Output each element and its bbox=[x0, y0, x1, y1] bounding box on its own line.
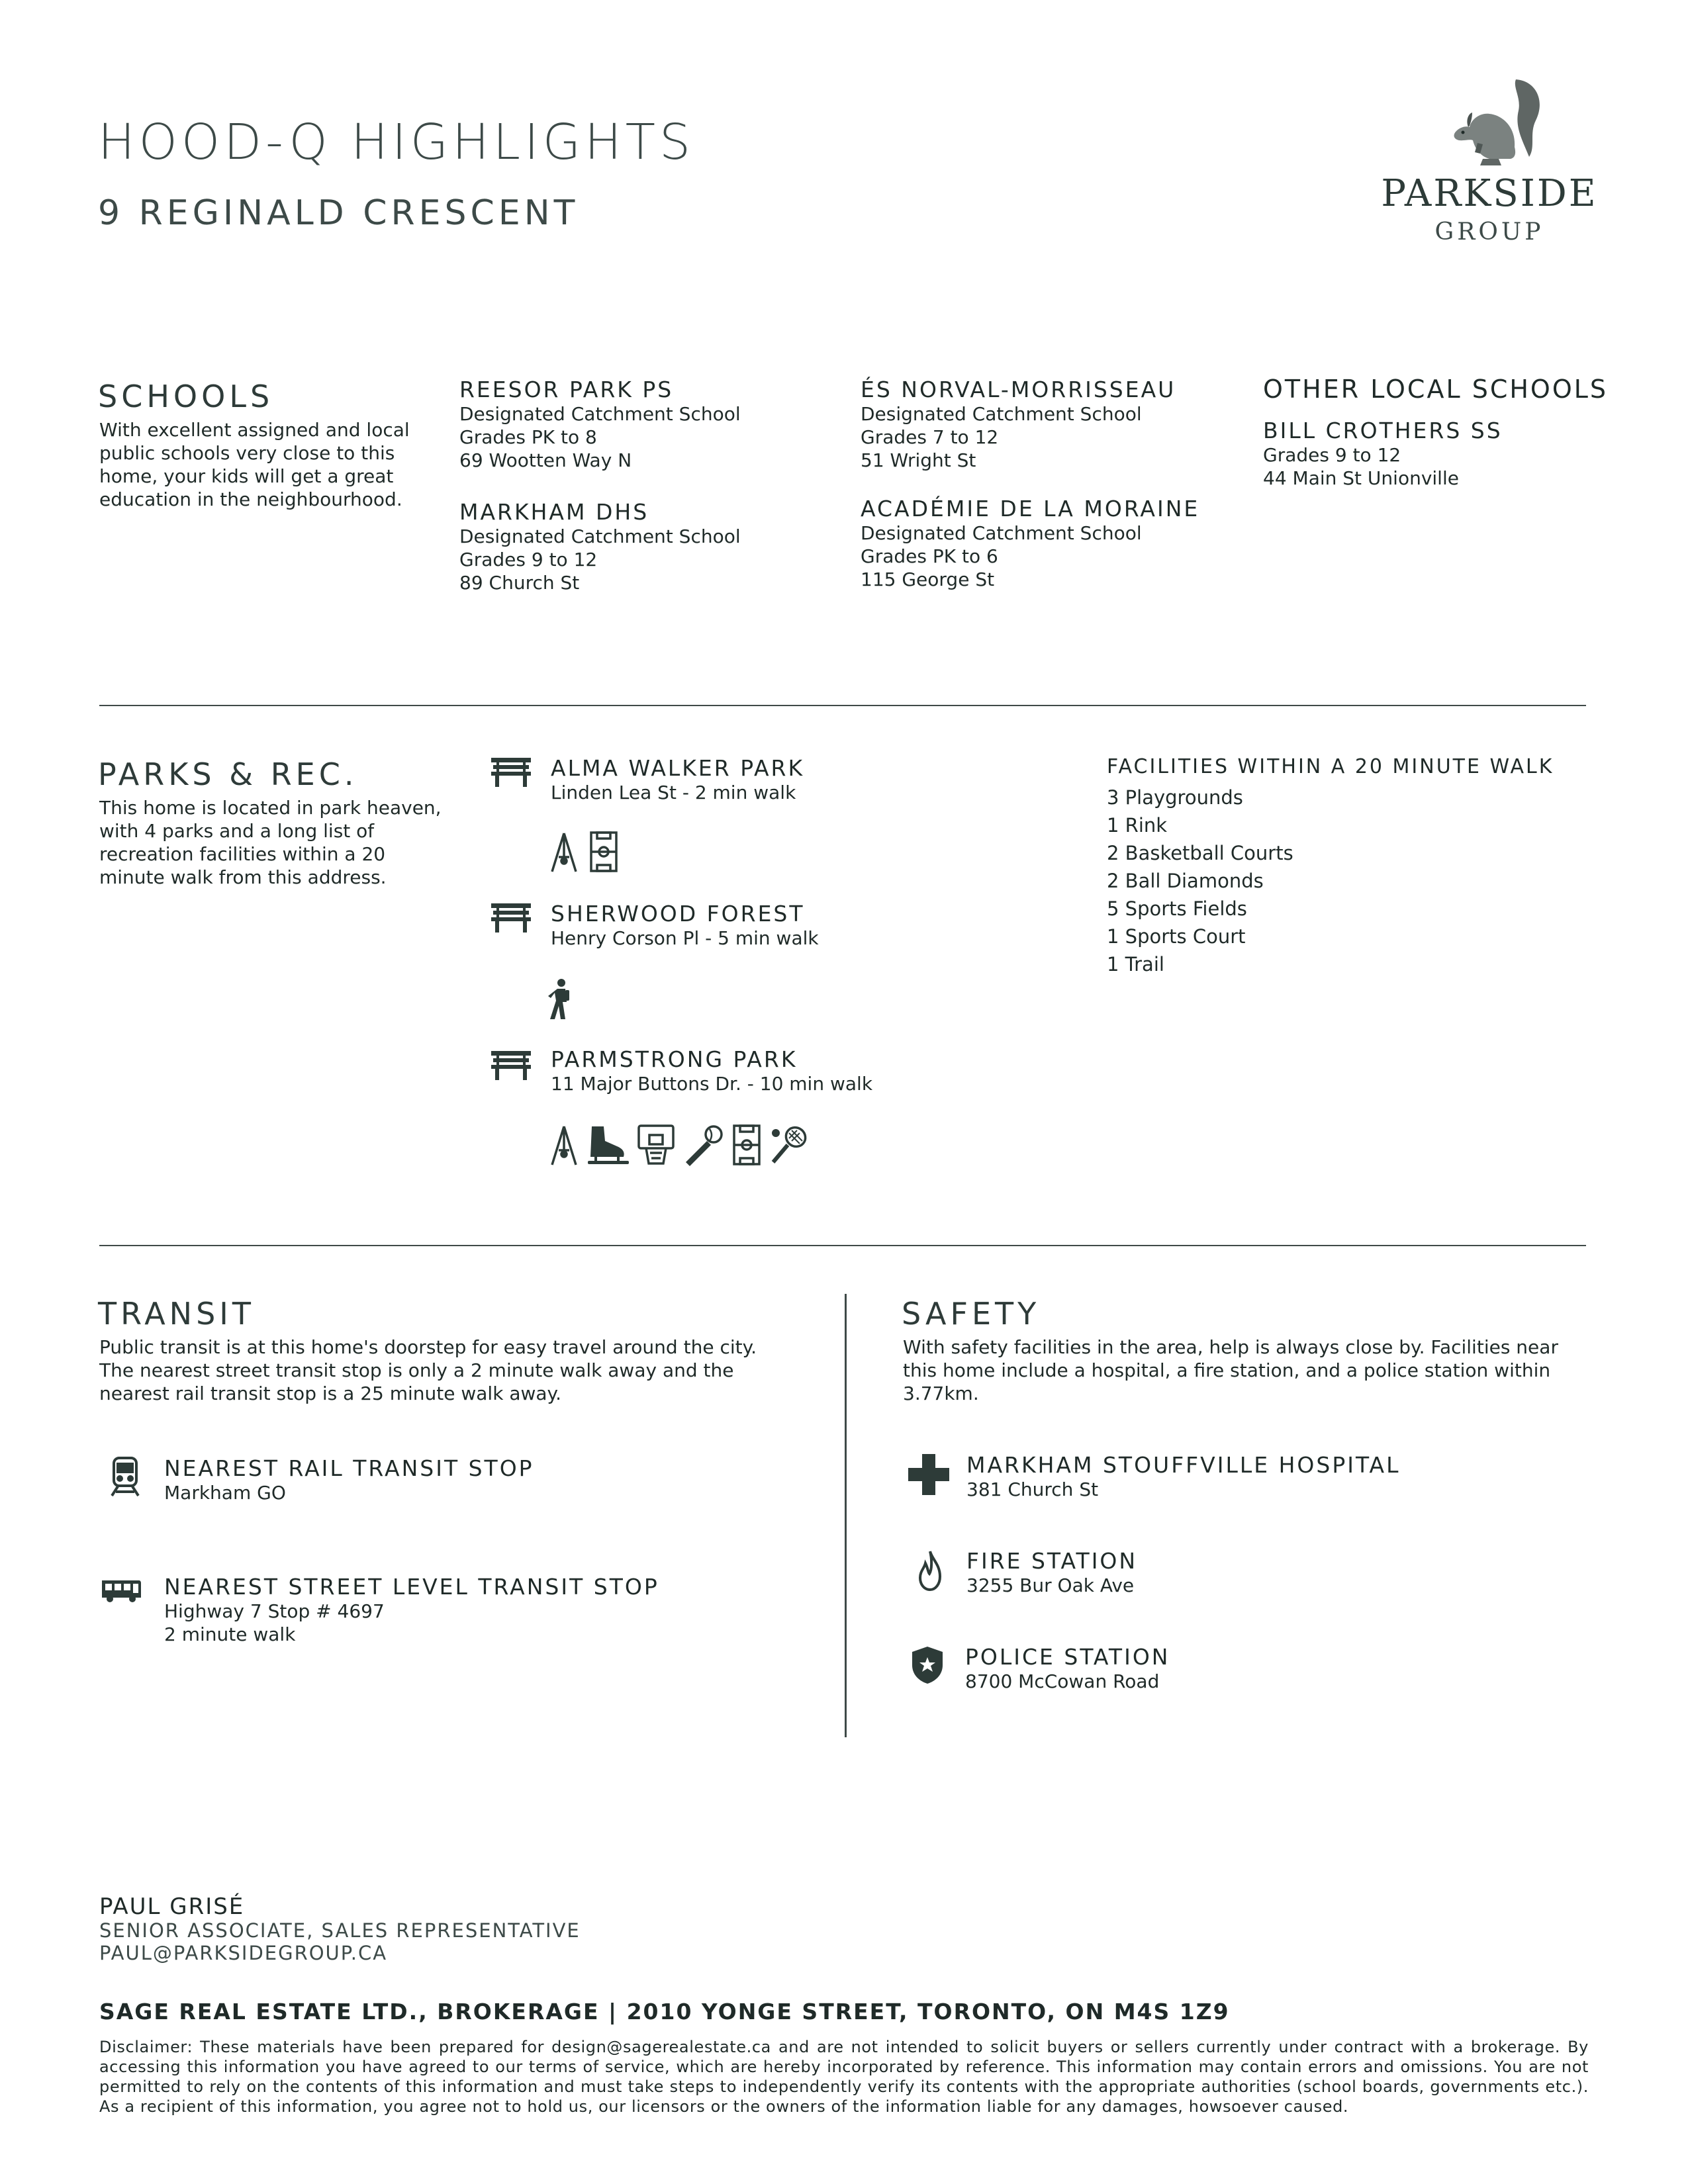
school-grades: Grades 9 to 12 bbox=[1263, 444, 1401, 466]
park-bench-icon bbox=[491, 1051, 531, 1080]
school-norval-morrisseau bbox=[861, 377, 1176, 472]
school-address: 44 Main St Unionville bbox=[1263, 467, 1459, 489]
park-name: PARMSTRONG PARK bbox=[551, 1046, 798, 1072]
squirrel-icon bbox=[1436, 74, 1549, 169]
train-icon bbox=[110, 1456, 140, 1497]
parks-description: This home is located in park heaven, with 4 parks and a long list of recreation facilities within a 20 minute walk from this address. bbox=[99, 797, 442, 888]
playground-icon bbox=[548, 831, 580, 873]
school-type: Designated Catchment School bbox=[459, 525, 741, 547]
park-bench-icon bbox=[491, 758, 531, 787]
school-grades: Grades PK to 6 bbox=[861, 545, 998, 567]
school-name: ACADÉMIE DE LA MORAINE bbox=[861, 496, 1200, 522]
safety-hospital bbox=[966, 1453, 1401, 1501]
safety-police-station bbox=[965, 1645, 1170, 1693]
school-grades: Grades 9 to 12 bbox=[459, 549, 598, 570]
sports-field-icon bbox=[589, 831, 618, 873]
transit-title: TRANSIT bbox=[98, 1296, 255, 1332]
baseball-diamond-icon bbox=[683, 1124, 724, 1166]
section-divider bbox=[99, 1245, 1586, 1246]
safety-address: 3255 Bur Oak Ave bbox=[966, 1574, 1135, 1596]
transit-stop-title: NEAREST RAIL TRANSIT STOP bbox=[164, 1455, 534, 1481]
safety-name: MARKHAM STOUFFVILLE HOSPITAL bbox=[966, 1452, 1401, 1478]
facility-item: 1 Trail bbox=[1107, 953, 1164, 976]
safety-description: With safety facilities in the area, help is always close by. Facilities near this home include a hospital, a fire station, and a police station within 3.77km. bbox=[903, 1336, 1558, 1404]
agent-role: SENIOR ASSOCIATE, SALES REPRESENTATIVE bbox=[99, 1919, 581, 1942]
park-amenities bbox=[548, 831, 618, 873]
school-address: 115 George St bbox=[861, 569, 995, 590]
hospital-icon bbox=[908, 1454, 949, 1495]
rail-transit-stop bbox=[164, 1456, 534, 1504]
facility-item: 3 Playgrounds bbox=[1107, 786, 1243, 809]
parks-title: PARKS & REC. bbox=[98, 756, 358, 792]
facility-item: 1 Sports Court bbox=[1107, 925, 1246, 948]
agent-email[interactable]: PAUL@PARKSIDEGROUP.CA bbox=[99, 1942, 388, 1964]
school-type: Designated Catchment School bbox=[861, 522, 1142, 544]
company-logo bbox=[1380, 74, 1599, 253]
facility-item: 5 Sports Fields bbox=[1107, 897, 1247, 920]
schools-title: SCHOOLS bbox=[98, 379, 274, 414]
safety-fire-station bbox=[966, 1549, 1137, 1597]
hiking-trail-icon bbox=[548, 978, 571, 1021]
school-academie-moraine bbox=[861, 496, 1199, 591]
agent-contact bbox=[99, 1894, 581, 1964]
school-name: REESOR PARK PS bbox=[459, 377, 674, 402]
facility-item: 1 Rink bbox=[1107, 814, 1168, 837]
safety-address: 381 Church St bbox=[966, 1479, 1099, 1500]
tennis-court-icon bbox=[769, 1124, 809, 1166]
property-address: 9 REGINALD CRESCENT bbox=[98, 193, 579, 233]
park-detail: Henry Corson Pl - 5 min walk bbox=[551, 927, 819, 949]
transit-description: Public transit is at this home's doorstep for easy travel around the city. The nearest street transit stop is only a 2 minute walk away and the nearest rail transit stop is a 25 minute walk away. bbox=[99, 1336, 757, 1404]
school-address: 69 Wootten Way N bbox=[459, 449, 632, 471]
safety-name: FIRE STATION bbox=[966, 1548, 1138, 1574]
park-name: ALMA WALKER PARK bbox=[551, 755, 805, 781]
safety-address: 8700 McCowan Road bbox=[965, 1670, 1160, 1692]
column-divider bbox=[845, 1294, 847, 1737]
park-bench-icon bbox=[491, 903, 531, 933]
school-type: Designated Catchment School bbox=[459, 403, 741, 425]
school-grades: Grades 7 to 12 bbox=[861, 426, 999, 448]
playground-icon bbox=[548, 1124, 580, 1166]
park-amenities bbox=[548, 978, 571, 1021]
park-detail: Linden Lea St - 2 min walk bbox=[551, 782, 796, 803]
park-name: SHERWOOD FOREST bbox=[551, 901, 805, 927]
park-parmstrong bbox=[551, 1047, 872, 1095]
police-badge-icon bbox=[911, 1645, 944, 1685]
basketball-court-icon bbox=[637, 1124, 675, 1166]
transit-stop-detail: Highway 7 Stop # 4697 bbox=[164, 1600, 385, 1622]
safety-name: POLICE STATION bbox=[965, 1644, 1170, 1670]
sports-field-icon bbox=[732, 1124, 761, 1166]
facilities-title: FACILITIES WITHIN A 20 MINUTE WALK bbox=[1107, 755, 1554, 778]
other-local-schools bbox=[1263, 375, 1608, 490]
fire-icon bbox=[917, 1550, 943, 1591]
section-divider bbox=[99, 705, 1586, 706]
school-address: 51 Wright St bbox=[861, 449, 976, 471]
park-sherwood-forest bbox=[551, 901, 819, 950]
transit-stop-detail: Markham GO bbox=[164, 1482, 286, 1504]
brokerage-info: SAGE REAL ESTATE LTD., BROKERAGE | 2010 YONGE STREET, TORONTO, ON M4S 1Z9 bbox=[99, 1999, 1230, 2025]
street-transit-stop bbox=[164, 1574, 659, 1646]
school-type: Designated Catchment School bbox=[861, 403, 1142, 425]
park-amenities bbox=[548, 1124, 809, 1166]
park-alma-walker bbox=[551, 756, 804, 804]
school-markham-dhs bbox=[459, 500, 741, 594]
logo-name: PARKSIDE bbox=[1381, 172, 1598, 215]
bus-icon bbox=[101, 1579, 142, 1603]
school-name: ÉS NORVAL-MORRISSEAU bbox=[861, 377, 1176, 402]
other-schools-title: OTHER LOCAL SCHOOLS bbox=[1263, 375, 1609, 404]
facilities-list bbox=[1107, 754, 1554, 978]
schools-description: With excellent assigned and local public schools very close to this home, your kids will get a great education in the neighbourhood. bbox=[99, 419, 410, 510]
agent-name: PAUL GRISÉ bbox=[99, 1893, 245, 1920]
skate-rink-icon bbox=[588, 1124, 629, 1166]
school-name: BILL CROTHERS SS bbox=[1263, 418, 1503, 443]
safety-title: SAFETY bbox=[902, 1296, 1041, 1332]
page-title: HOOD-Q HIGHLIGHTS bbox=[98, 114, 694, 171]
school-reesor-park bbox=[459, 377, 741, 472]
logo-sub: GROUP bbox=[1434, 218, 1544, 246]
facility-item: 2 Ball Diamonds bbox=[1107, 870, 1264, 892]
disclaimer: Disclaimer: These materials have been prepared for design@sagerealestate.ca and are not intended to solicit buyers or sellers currently under contract with a brokerage. By accessing this information you have agreed to our terms of service, which are hereby incorporated by reference. This information may contain errors and omissions. You are not permitted to rely on the contents of this information and must take steps to independently verify its contents with the appropriate authorities (school boards, governments etc.). As a recipient of this information, you agree not to hold us, our licensors or the owners of the information liable for any damages, howsoever caused. bbox=[99, 2038, 1589, 2116]
park-detail: 11 Major Buttons Dr. - 10 min walk bbox=[551, 1073, 873, 1095]
transit-stop-walk: 2 minute walk bbox=[164, 1623, 296, 1645]
facility-item: 2 Basketball Courts bbox=[1107, 842, 1293, 864]
school-name: MARKHAM DHS bbox=[459, 499, 649, 525]
school-address: 89 Church St bbox=[459, 572, 580, 594]
school-grades: Grades PK to 8 bbox=[459, 426, 597, 448]
transit-stop-title: NEAREST STREET LEVEL TRANSIT STOP bbox=[164, 1574, 659, 1600]
